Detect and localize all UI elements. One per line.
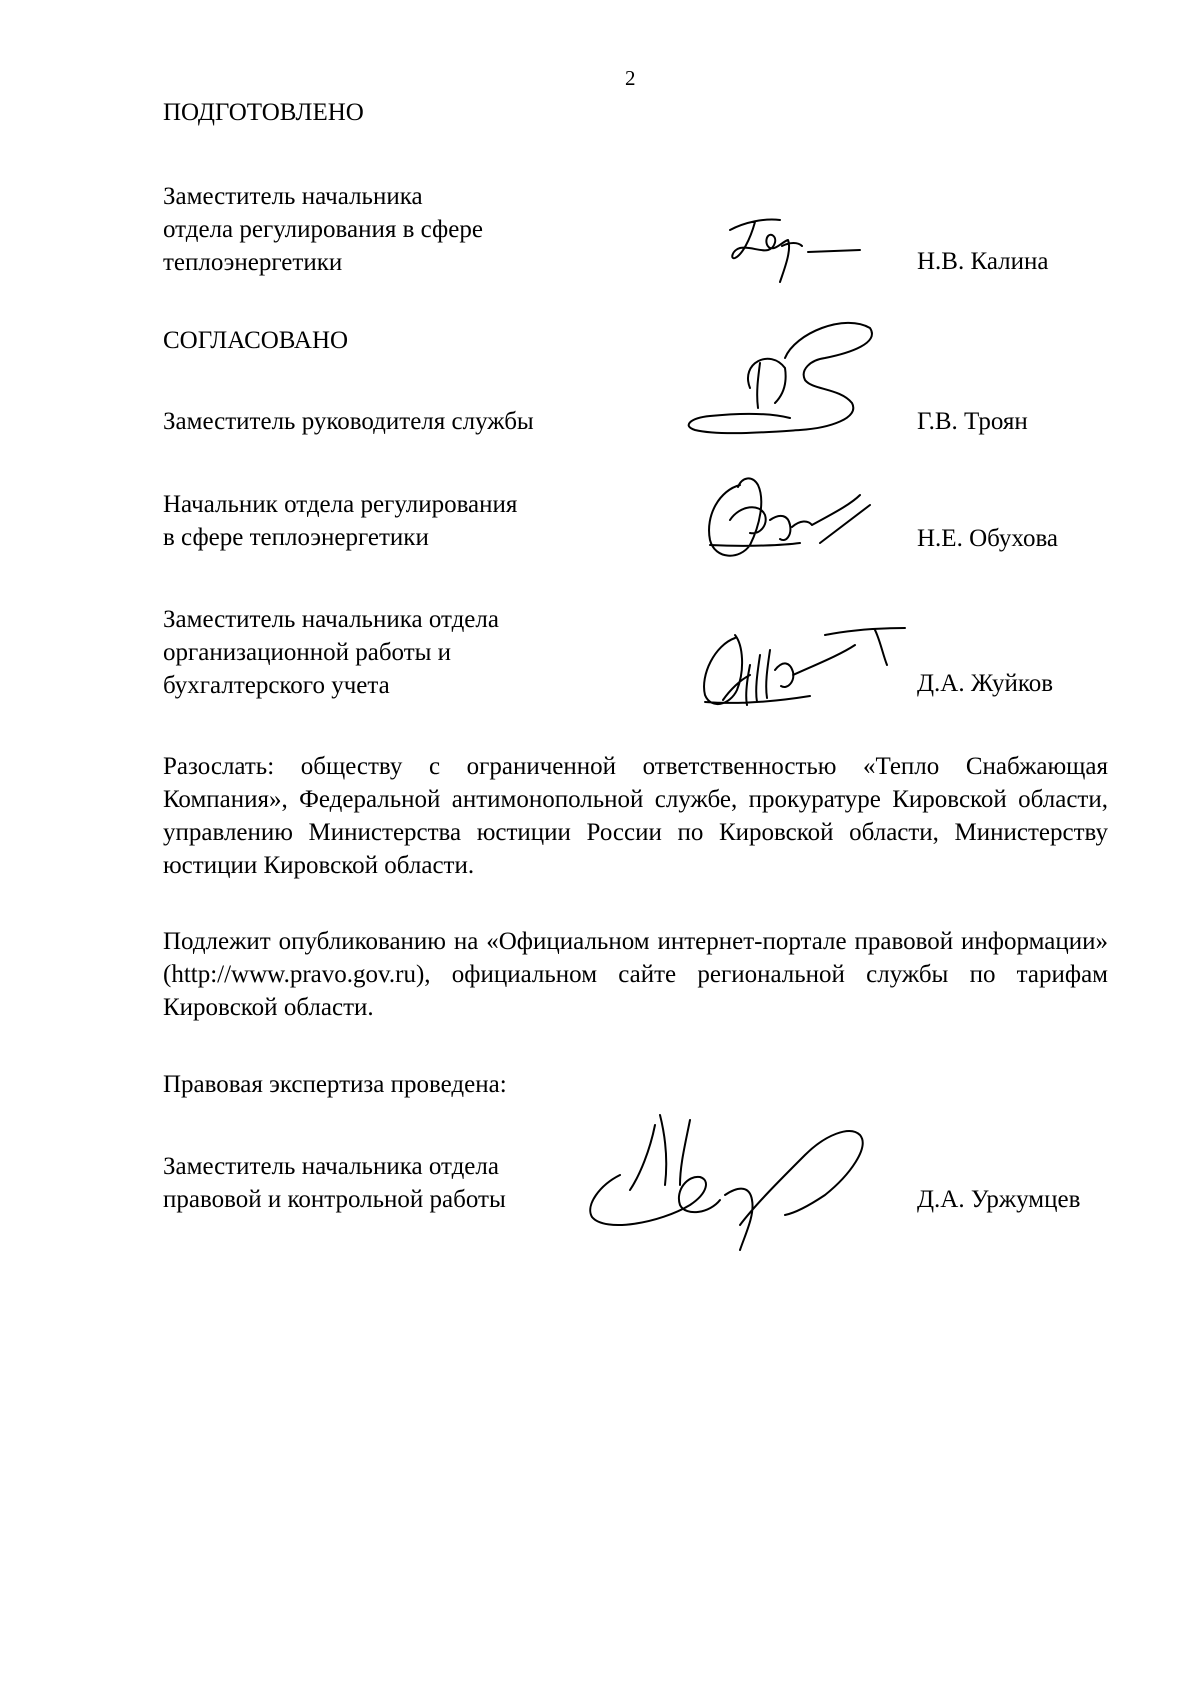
agreed-heading: СОГЛАСОВАНО (163, 327, 349, 354)
signatory-name: Г.В. Троян (917, 408, 1028, 435)
signatory-role-line: бухгалтерского учета (163, 672, 390, 699)
page-number: 2 (625, 66, 636, 90)
signatory-role-line: Заместитель руководителя службы (163, 408, 534, 435)
legal-review-name: Д.А. Уржумцев (917, 1186, 1081, 1213)
signature-urzhumtsev (580, 1105, 900, 1255)
prepared-heading: ПОДГОТОВЛЕНО (163, 99, 364, 126)
signature-obukhova (690, 465, 890, 575)
distribution-paragraph: Разослать: обществу с ограниченной ответственностью «Тепло Снабжающая Компания», Федеральной антимонопольной службе, прокуратуре Кировской области, управлению Министерства юстиции России по Кировской области, Министерству юстиции Кировской области. (163, 753, 1108, 879)
prepared-role (163, 180, 483, 279)
signatory-role (163, 405, 534, 438)
signatory-name: Д.А. Жуйков (917, 670, 1054, 697)
signatory-role-line: Начальник отдела регулирования (163, 491, 518, 518)
legal-review-role-line: правовой и контрольной работы (163, 1186, 506, 1213)
signature-kalina (720, 200, 870, 300)
signatory-role-line: в сфере теплоэнергетики (163, 524, 429, 551)
prepared-role-line: теплоэнергетики (163, 249, 343, 276)
signature-troyan (680, 318, 900, 478)
publication-paragraph: Подлежит опубликованию на «Официальном интернет-портале правовой информации» (http://www.pravo.gov.ru), официальном сайте региональной службы по тарифам Кировской области. (163, 928, 1108, 1021)
prepared-role-line: Заместитель начальника (163, 183, 423, 210)
signatory-role-line: Заместитель начальника отдела (163, 606, 499, 633)
signatory-role (163, 488, 517, 554)
legal-review-role-line: Заместитель начальника отдела (163, 1153, 499, 1180)
legal-review-role (163, 1150, 506, 1216)
prepared-role-line: отдела регулирования в сфере (163, 216, 483, 243)
signature-zhuykov (675, 620, 925, 720)
prepared-name: Н.В. Калина (917, 248, 1049, 275)
signatory-role (163, 603, 499, 702)
signatory-role-line: организационной работы и (163, 639, 452, 666)
signatory-name: Н.Е. Обухова (917, 525, 1059, 552)
legal-review-heading: Правовая экспертиза проведена: (163, 1071, 507, 1098)
